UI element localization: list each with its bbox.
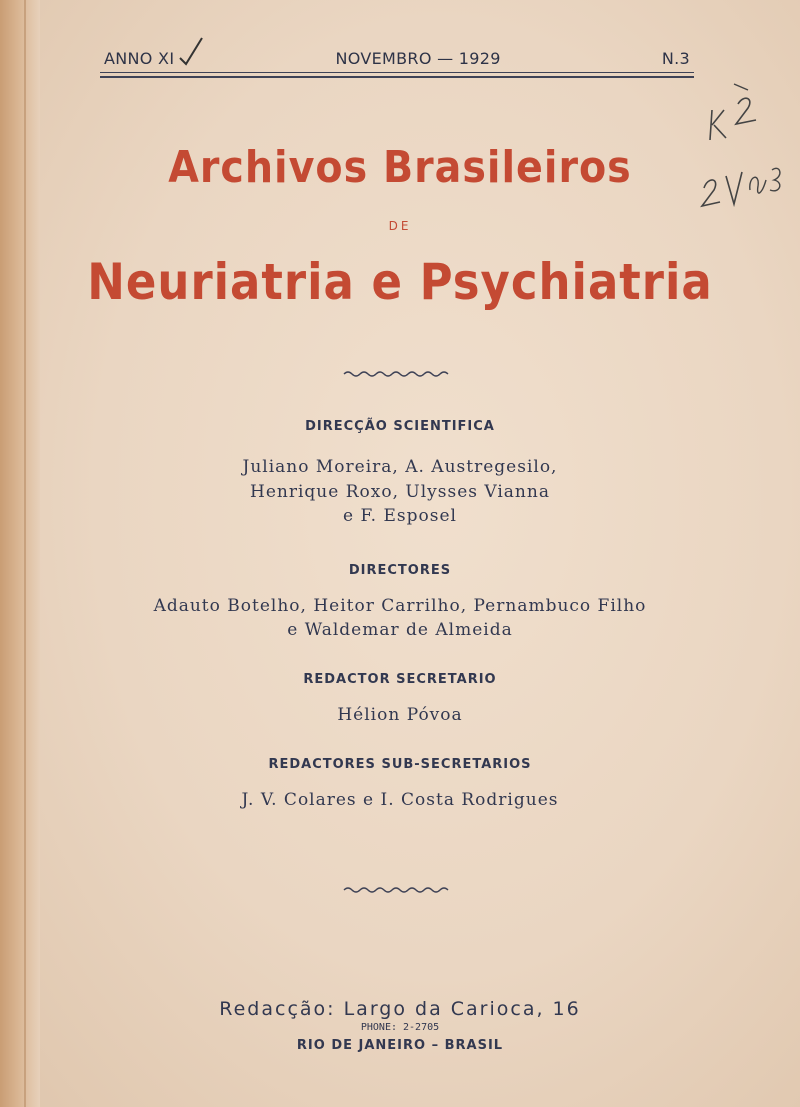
issue-number: N.3	[661, 48, 690, 68]
heading-redactores-sub: REDACTORES SUB-SECRETARIOS	[268, 757, 532, 772]
heading-redactor-secretario: REDACTOR SECRETARIO	[303, 672, 497, 687]
footer-address: Redacção: Largo da Carioca, 16	[219, 998, 581, 1020]
footer-phone: PHONE: 2-2705	[360, 1022, 440, 1033]
direccao-line-2: Henrique Roxo, Ulysses Vianna	[250, 482, 550, 502]
header-rule-thin	[100, 72, 694, 73]
volume-label: ANNO XI	[104, 48, 175, 68]
direccao-line-1: Juliano Moreira, A. Austregesilo,	[242, 457, 558, 477]
directores-line-2: e Waldemar de Almeida	[287, 620, 513, 640]
heading-direccao: DIRECÇÃO SCIENTIFICA	[305, 419, 495, 434]
ornament-divider-bottom	[342, 884, 454, 894]
issue-date: NOVEMBRO — 1929	[335, 48, 501, 68]
pencil-tick-mark	[176, 36, 206, 66]
journal-title-line2: Neuriatria e Psychiatria	[87, 253, 713, 311]
heading-directores: DIRECTORES	[348, 563, 452, 578]
footer-city: RIO DE JANEIRO – BRASIL	[296, 1038, 504, 1053]
journal-title-connector: DE	[388, 219, 412, 233]
journal-title-line1: Archivos Brasileiros	[168, 142, 632, 193]
ornament-divider-top	[342, 368, 454, 378]
redactor-secretario-name: Hélion Póvoa	[337, 705, 463, 725]
directores-line-1: Adauto Botelho, Heitor Carrilho, Pernambuco Filho	[153, 596, 647, 616]
header-rule-thick	[100, 76, 694, 78]
direccao-line-3: e F. Esposel	[343, 506, 457, 526]
redactores-sub-names: J. V. Colares e I. Costa Rodrigues	[241, 790, 559, 810]
